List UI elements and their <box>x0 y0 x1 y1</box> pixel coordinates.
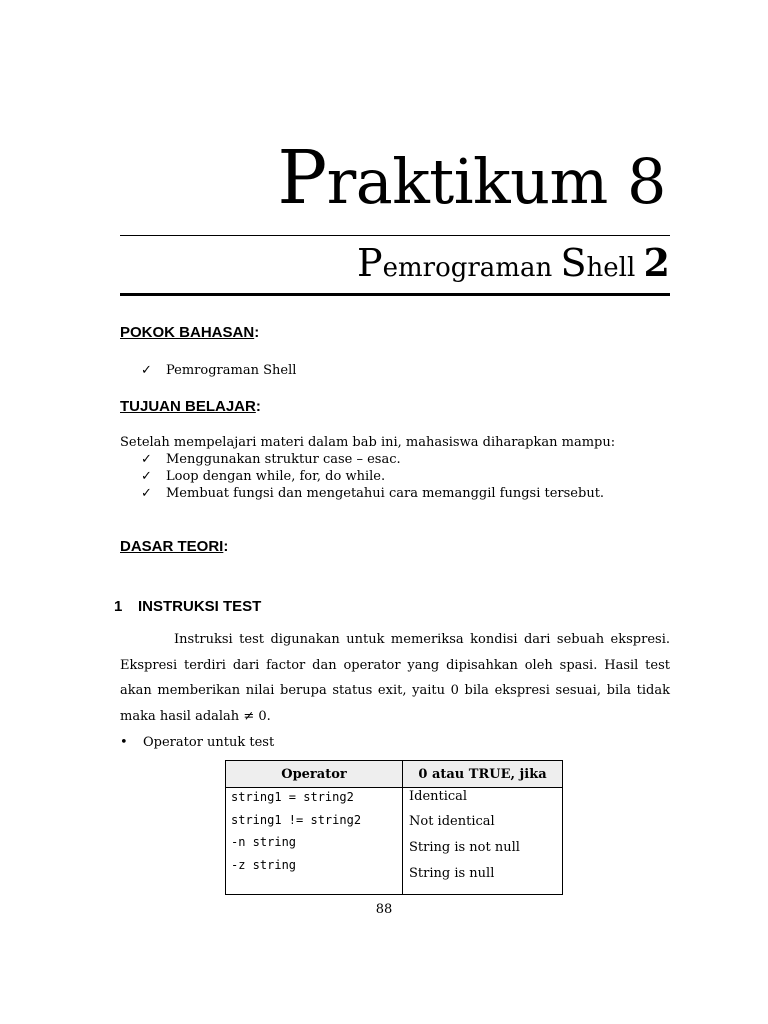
checkmark-icon: ✓ <box>141 486 152 501</box>
subtitle-initial-1: P <box>357 241 383 285</box>
result-item: String is not null <box>409 840 520 855</box>
operator-table <box>225 760 563 895</box>
list-item <box>141 362 296 379</box>
dasar-teori-colon: : <box>223 538 229 555</box>
result-list <box>403 788 562 894</box>
title-rule-bottom <box>120 293 670 296</box>
page-number: 88 <box>375 902 393 917</box>
table-header-operator: Operator <box>226 761 403 788</box>
subtitle-word-2: hell <box>586 253 636 283</box>
operator-item: -n string <box>231 835 297 849</box>
checkmark-icon: ✓ <box>141 452 152 467</box>
title-rule-top <box>120 235 670 236</box>
result-item: Not identical <box>409 814 495 829</box>
subtitle-number: 2 <box>643 240 670 285</box>
list-item <box>141 451 604 468</box>
section-number: 1 <box>114 598 123 615</box>
table-header-result: 0 atau TRUE, jika <box>403 761 563 788</box>
table-header-row <box>226 761 563 788</box>
tujuan-belajar-heading <box>120 398 261 415</box>
checkmark-icon: ✓ <box>141 363 152 378</box>
section-title: INSTRUKSI TEST <box>138 598 262 615</box>
result-cell <box>403 788 563 895</box>
chapter-title <box>277 135 666 222</box>
tujuan-belajar-colon: : <box>255 398 261 415</box>
tujuan-belajar-list <box>141 451 604 502</box>
bullet-icon: • <box>120 735 128 750</box>
list-item-text: Loop dengan while, for, do while. <box>166 469 386 484</box>
table-row <box>226 788 563 895</box>
dasar-teori-heading <box>120 538 228 555</box>
chapter-subtitle <box>357 238 670 293</box>
list-item-text: Menggunakan struktur case – esac. <box>166 452 401 467</box>
operator-item: string1 = string2 <box>231 790 354 804</box>
subtitle-initial-2: S <box>560 241 587 285</box>
section-1-paragraph <box>120 627 670 729</box>
result-item: Identical <box>409 789 468 804</box>
chapter-number: 8 <box>627 145 666 218</box>
paragraph-text: Instruksi test digunakan untuk memeriksa kondisi dari sebuah ekspresi. Ekspresi terdiri dari factor dan operator yang dipisahkan oleh spasi. Hasil test akan memberikan nilai berupa status exit, yaitu 0 bila ekspresi sesuai, bila tidak maka hasil adalah ≠ 0. <box>120 632 670 724</box>
subtitle-word-1: emrograman <box>382 253 553 283</box>
tujuan-belajar-label: TUJUAN BELAJAR <box>120 398 256 415</box>
result-item: String is null <box>409 866 495 881</box>
bullet-text: Operator untuk test <box>143 735 275 750</box>
checkmark-icon: ✓ <box>141 469 152 484</box>
section-1-heading <box>114 598 261 615</box>
operator-item: string1 != string2 <box>231 812 362 827</box>
chapter-title-initial: P <box>277 135 327 221</box>
tujuan-belajar-intro: Setelah mempelajari materi dalam bab ini, mahasiswa diharapkan mampu: <box>120 435 616 450</box>
chapter-title-rest: raktikum <box>326 145 608 218</box>
pokok-bahasan-heading <box>120 324 259 341</box>
pokok-bahasan-label: POKOK BAHASAN <box>120 324 255 341</box>
list-item <box>141 485 604 502</box>
dasar-teori-label: DASAR TEORI <box>120 538 224 555</box>
bullet-item <box>120 734 274 752</box>
operator-list <box>226 788 402 879</box>
pokok-bahasan-colon: : <box>254 324 260 341</box>
list-item-text: Membuat fungsi dan mengetahui cara memanggil fungsi tersebut. <box>166 486 605 501</box>
list-item <box>141 468 604 485</box>
operator-cell <box>226 788 403 895</box>
operator-item: -z string <box>231 857 297 872</box>
pokok-bahasan-list <box>141 362 296 379</box>
list-item-text: Pemrograman Shell <box>166 363 297 378</box>
